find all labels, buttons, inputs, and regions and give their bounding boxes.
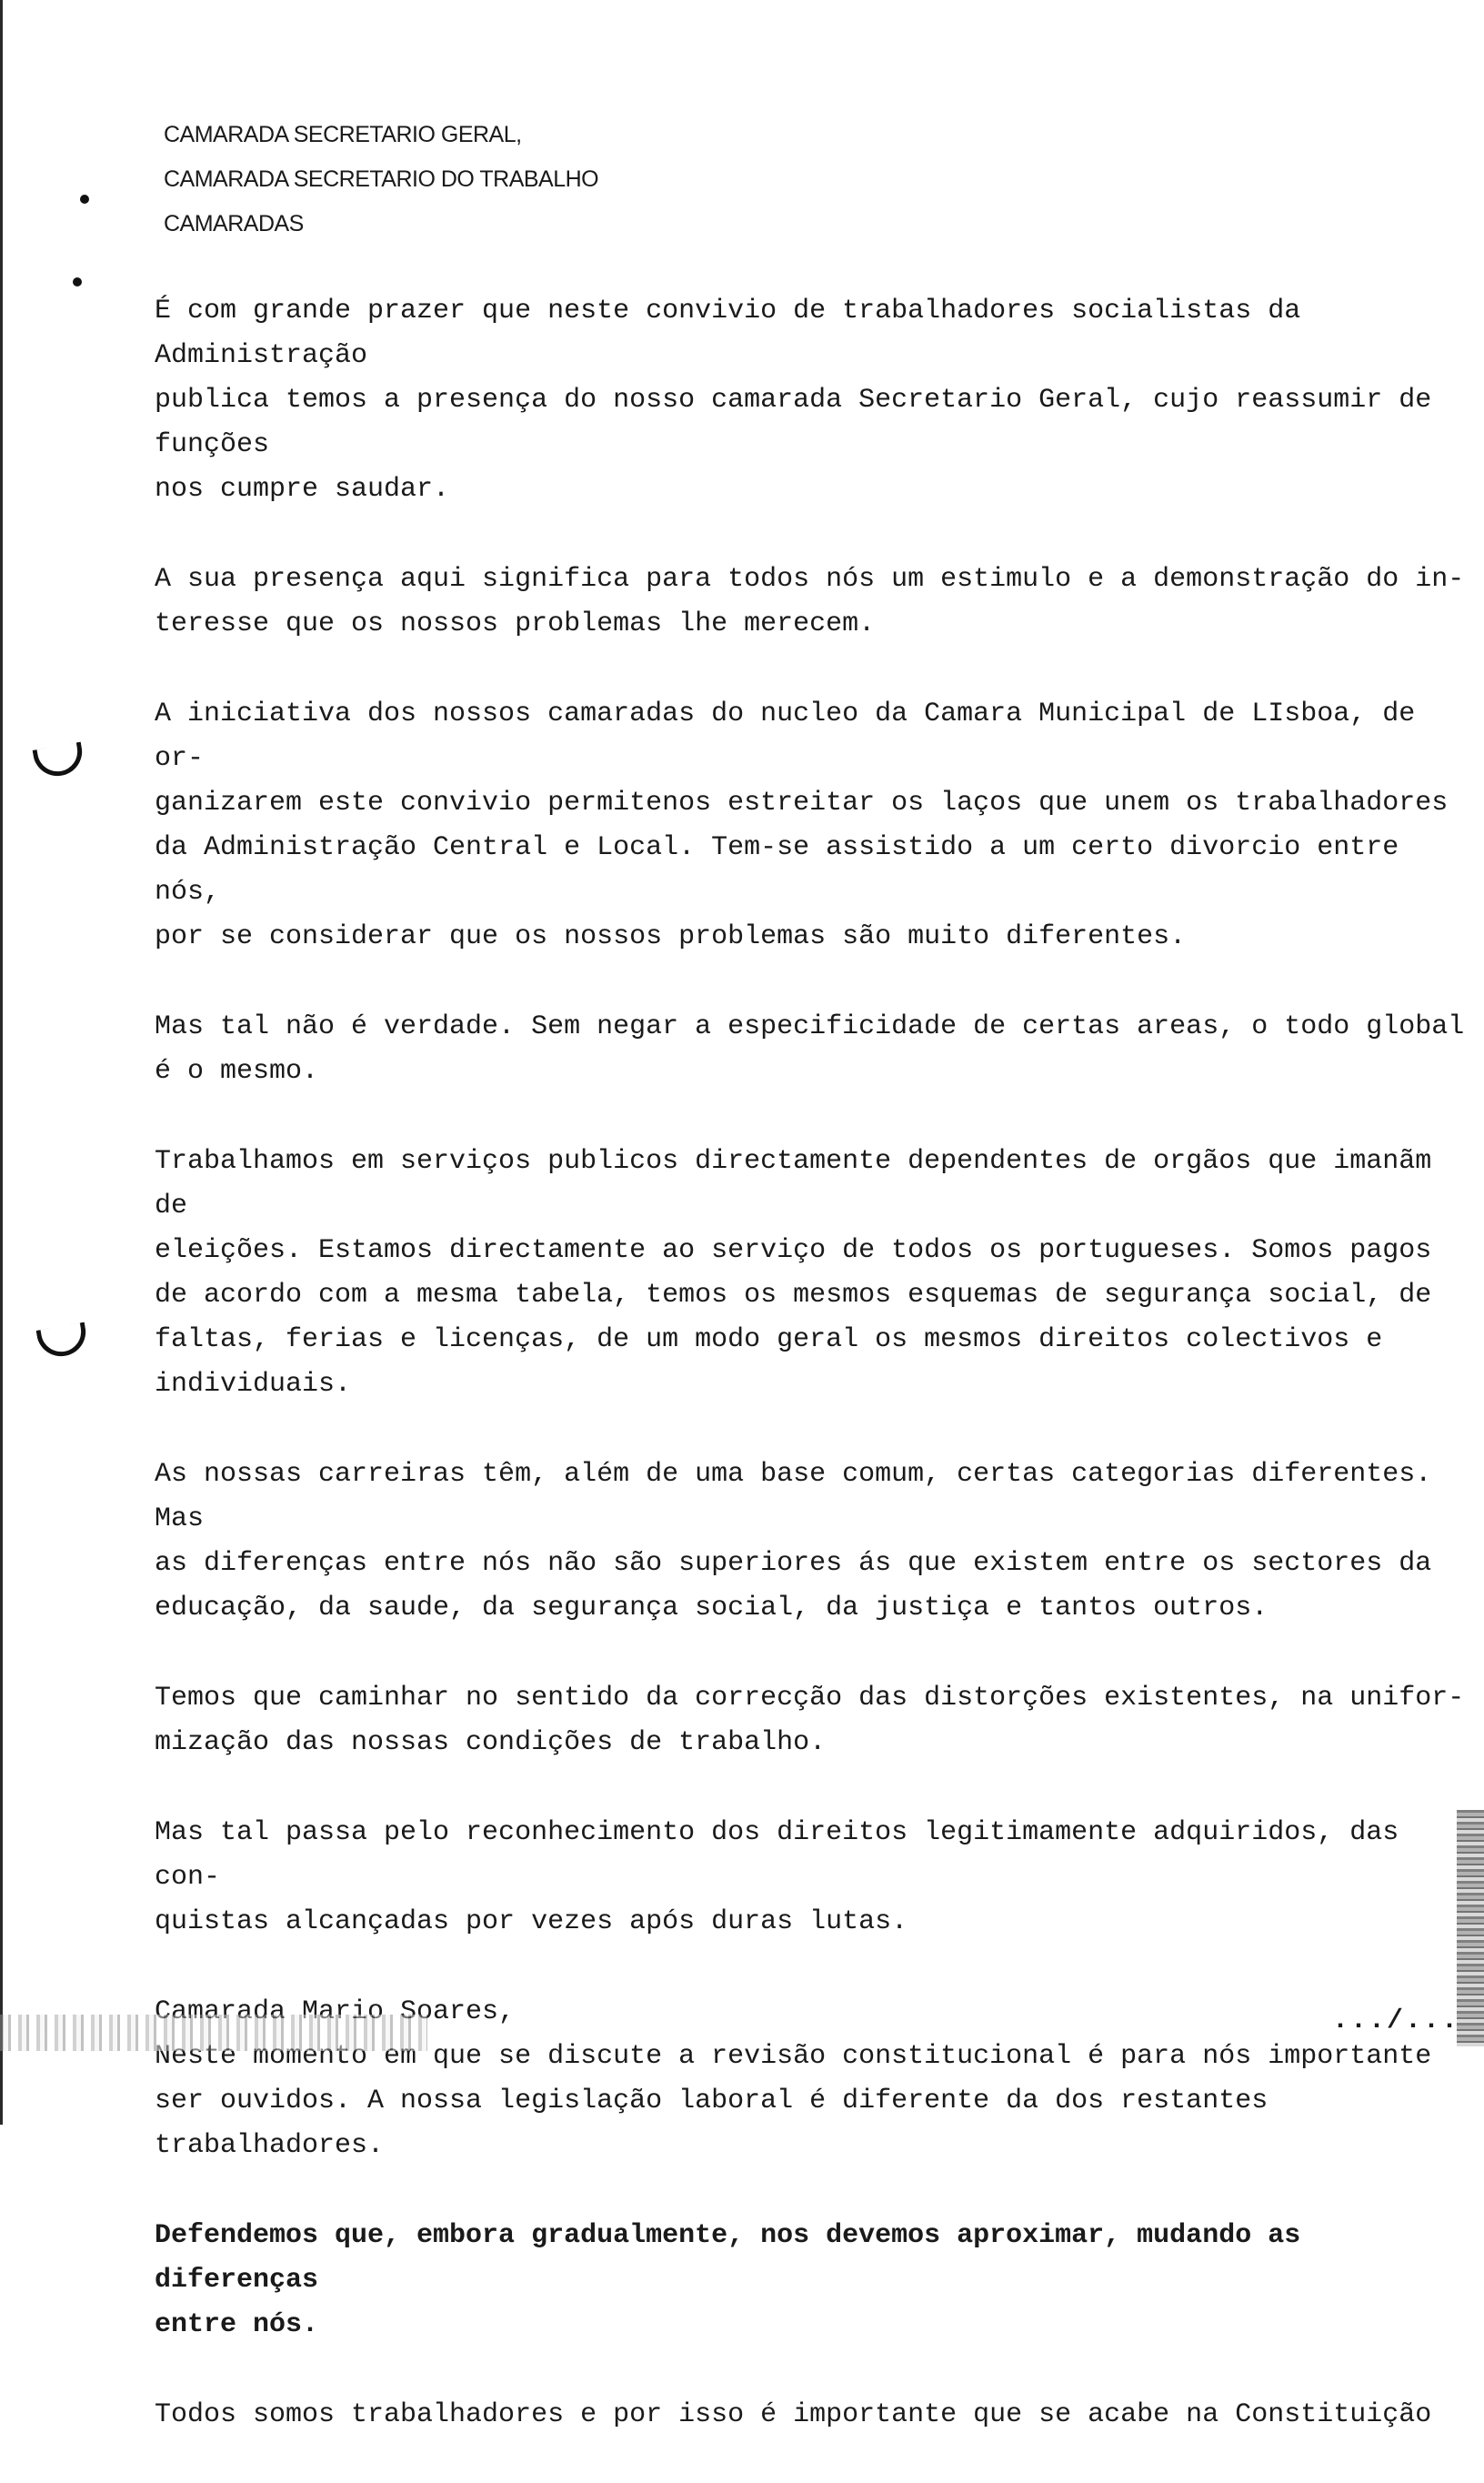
paragraph-1: É com grande prazer que neste convivio de trabalhadores socialistas da Administração publica temos a presença do nosso camarada Secretario Geral, cujo reassumir de funções nos cumpre saudar. [155,296,1432,505]
paragraph-10: Defendemos que, embora gradualmente, nos devemos aproximar, mudando as diferenças entre nós. [155,2220,1301,2340]
binder-hole-mark [33,742,86,780]
salutation-header [164,113,800,246]
paragraph-8: Mas tal passa pelo reconhecimento dos direitos legitimamente adquiridos, das con- quistas alcançadas por vezes após duras lutas. [155,1817,1399,1937]
salutation-mario-soares: Camarada Mario Soares, [155,1996,516,2027]
scan-left-edge [0,0,3,2125]
paragraph-5: Trabalhamos em serviços publicos directamente dependentes de orgãos que imanãm de eleições. Estamos directamente ao serviço de todos os portugueses. Somos pagos de acordo com a mesma tabela, temos os mesmos esquemas de segurança social, de faltas, ferias e licenças, de um modo geral os mesmos direitos colectivos e individuais. [155,1146,1432,1400]
paragraph-11: Todos somos trabalhadores e por isso é importante que se acabe na Constituição [155,2399,1432,2430]
header-line-camaradas: CAMARADAS [164,211,304,236]
header-line-secretario-trabalho: CAMARADA SECRETARIO DO TRABALHO [164,166,599,192]
punch-dot-mark [73,277,82,286]
scan-smudge-artifact [0,2015,427,2051]
paragraph-7: Temos que caminhar no sentido da correcção das distorções existentes, na unifor- mização das nossas condições de trabalho. [155,1683,1465,1758]
paragraph-3: A iniciativa dos nossos camaradas do nucleo da Camara Municipal de LIsboa, de or- ganizarem este convivio permitenos estreitar os laços que unem os trabalhadores da Administração Central e Local. Tem-se assistido a um certo divorcio entre nós, por se considerar que os nossos problemas são muito diferentes. [155,699,1449,952]
header-line-secretario-geral: CAMARADA SECRETARIO GERAL, [164,122,522,147]
speech-body [155,289,1473,2483]
paragraph-4: Mas tal não é verdade. Sem negar a especificidade de certas areas, o todo global é o mesmo. [155,1011,1465,1087]
page-continuation-marker: .../... [1332,2006,1460,2036]
punch-dot-mark [80,195,89,204]
paragraph-6: As nossas carreiras têm, além de uma base comum, certas categorias diferentes. Mas as diferenças entre nós não são superiores ás que existem entre os sectores da educação, da saude, da segurança social, da justiça e tantos outros. [155,1459,1432,1624]
paragraph-9: Neste momento em que se discute a revisão constitucional é para nós importante ser ouvidos. A nossa legislação laboral é diferente da dos restantes trabalhadores. [155,2041,1432,2161]
binder-hole-mark [36,1322,90,1361]
paragraph-2: A sua presença aqui significa para todos nós um estimulo e a demonstração do in- teresse que os nossos problemas lhe merecem. [155,564,1465,639]
